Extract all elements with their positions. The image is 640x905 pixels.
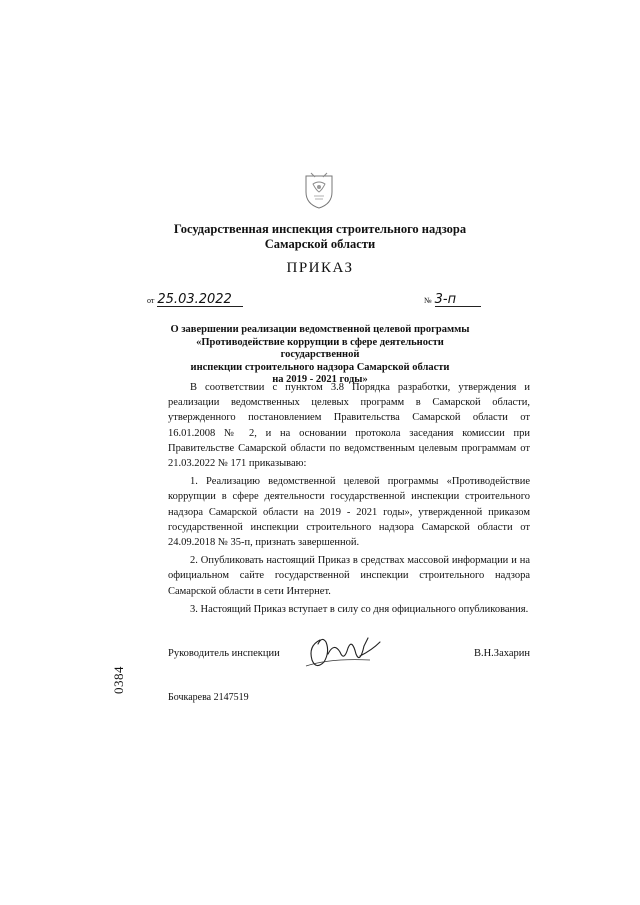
coat-of-arms-emblem — [302, 170, 336, 210]
document-title: ПРИКАЗ — [286, 260, 354, 276]
body-item-2: 2. Опубликовать настоящий Приказ в средствах массовой информации и на официальном сайте государственной инспекции строительного надзора Самарской области в сети Интернет. — [168, 555, 530, 597]
executor-contact: Бочкарева 2147519 — [168, 692, 249, 703]
document-subject — [170, 324, 470, 387]
organization-name-line2: Самарской области — [264, 237, 376, 251]
date-prefix: от — [147, 296, 155, 305]
subject-line4: на 2019 - 2021 годы» — [272, 374, 368, 385]
subject-line1: О завершении реализации ведомственной целевой программы — [170, 324, 470, 335]
organization-header — [140, 222, 500, 252]
subject-line2: «Противодействие коррупции в сфере деятельности государственной — [196, 336, 444, 360]
document-number — [424, 293, 481, 315]
registration-side-number: 0384 — [111, 666, 126, 694]
handwritten-signature — [300, 632, 392, 674]
number-prefix: № — [424, 296, 432, 305]
document-body — [168, 380, 530, 620]
signatory-position: Руководитель инспекции — [168, 648, 280, 659]
organization-name-line1: Государственная инспекция строительного надзора — [173, 222, 467, 236]
subject-line3: инспекции строительного надзора Самарской области — [190, 361, 450, 373]
document-date — [147, 293, 243, 315]
body-item-3: 3. Настоящий Приказ вступает в силу со дня официального опубликования. — [190, 603, 529, 615]
body-item-1: 1. Реализацию ведомственной целевой программы «Противодействие коррупции в сфере деятельности государственной инспекции строительного надзора Самарской области на 2019 - 2021 годы», утвержденной приказом государственной инспекции строительного надзора Самарской области от 24.09.2018 № 35-п, признать завершенной. — [168, 476, 530, 549]
number-value: 3-п — [435, 293, 481, 307]
body-preamble: В соответствии с пунктом 3.8 Порядка разработки, утверждения и реализации ведомственных целевых программ в Самарской области, утвержденного постановлением Правительства Самарской области от 16.01.2008 № 2, и на основании протокола заседания комиссии при Правительстве Самарской области по ведомственным целевым программам от 21.03.2022 № 171 приказываю: — [168, 382, 530, 470]
signatory-name: В.Н.Захарин — [473, 648, 530, 659]
date-value: 25.03.2022 — [157, 293, 243, 307]
